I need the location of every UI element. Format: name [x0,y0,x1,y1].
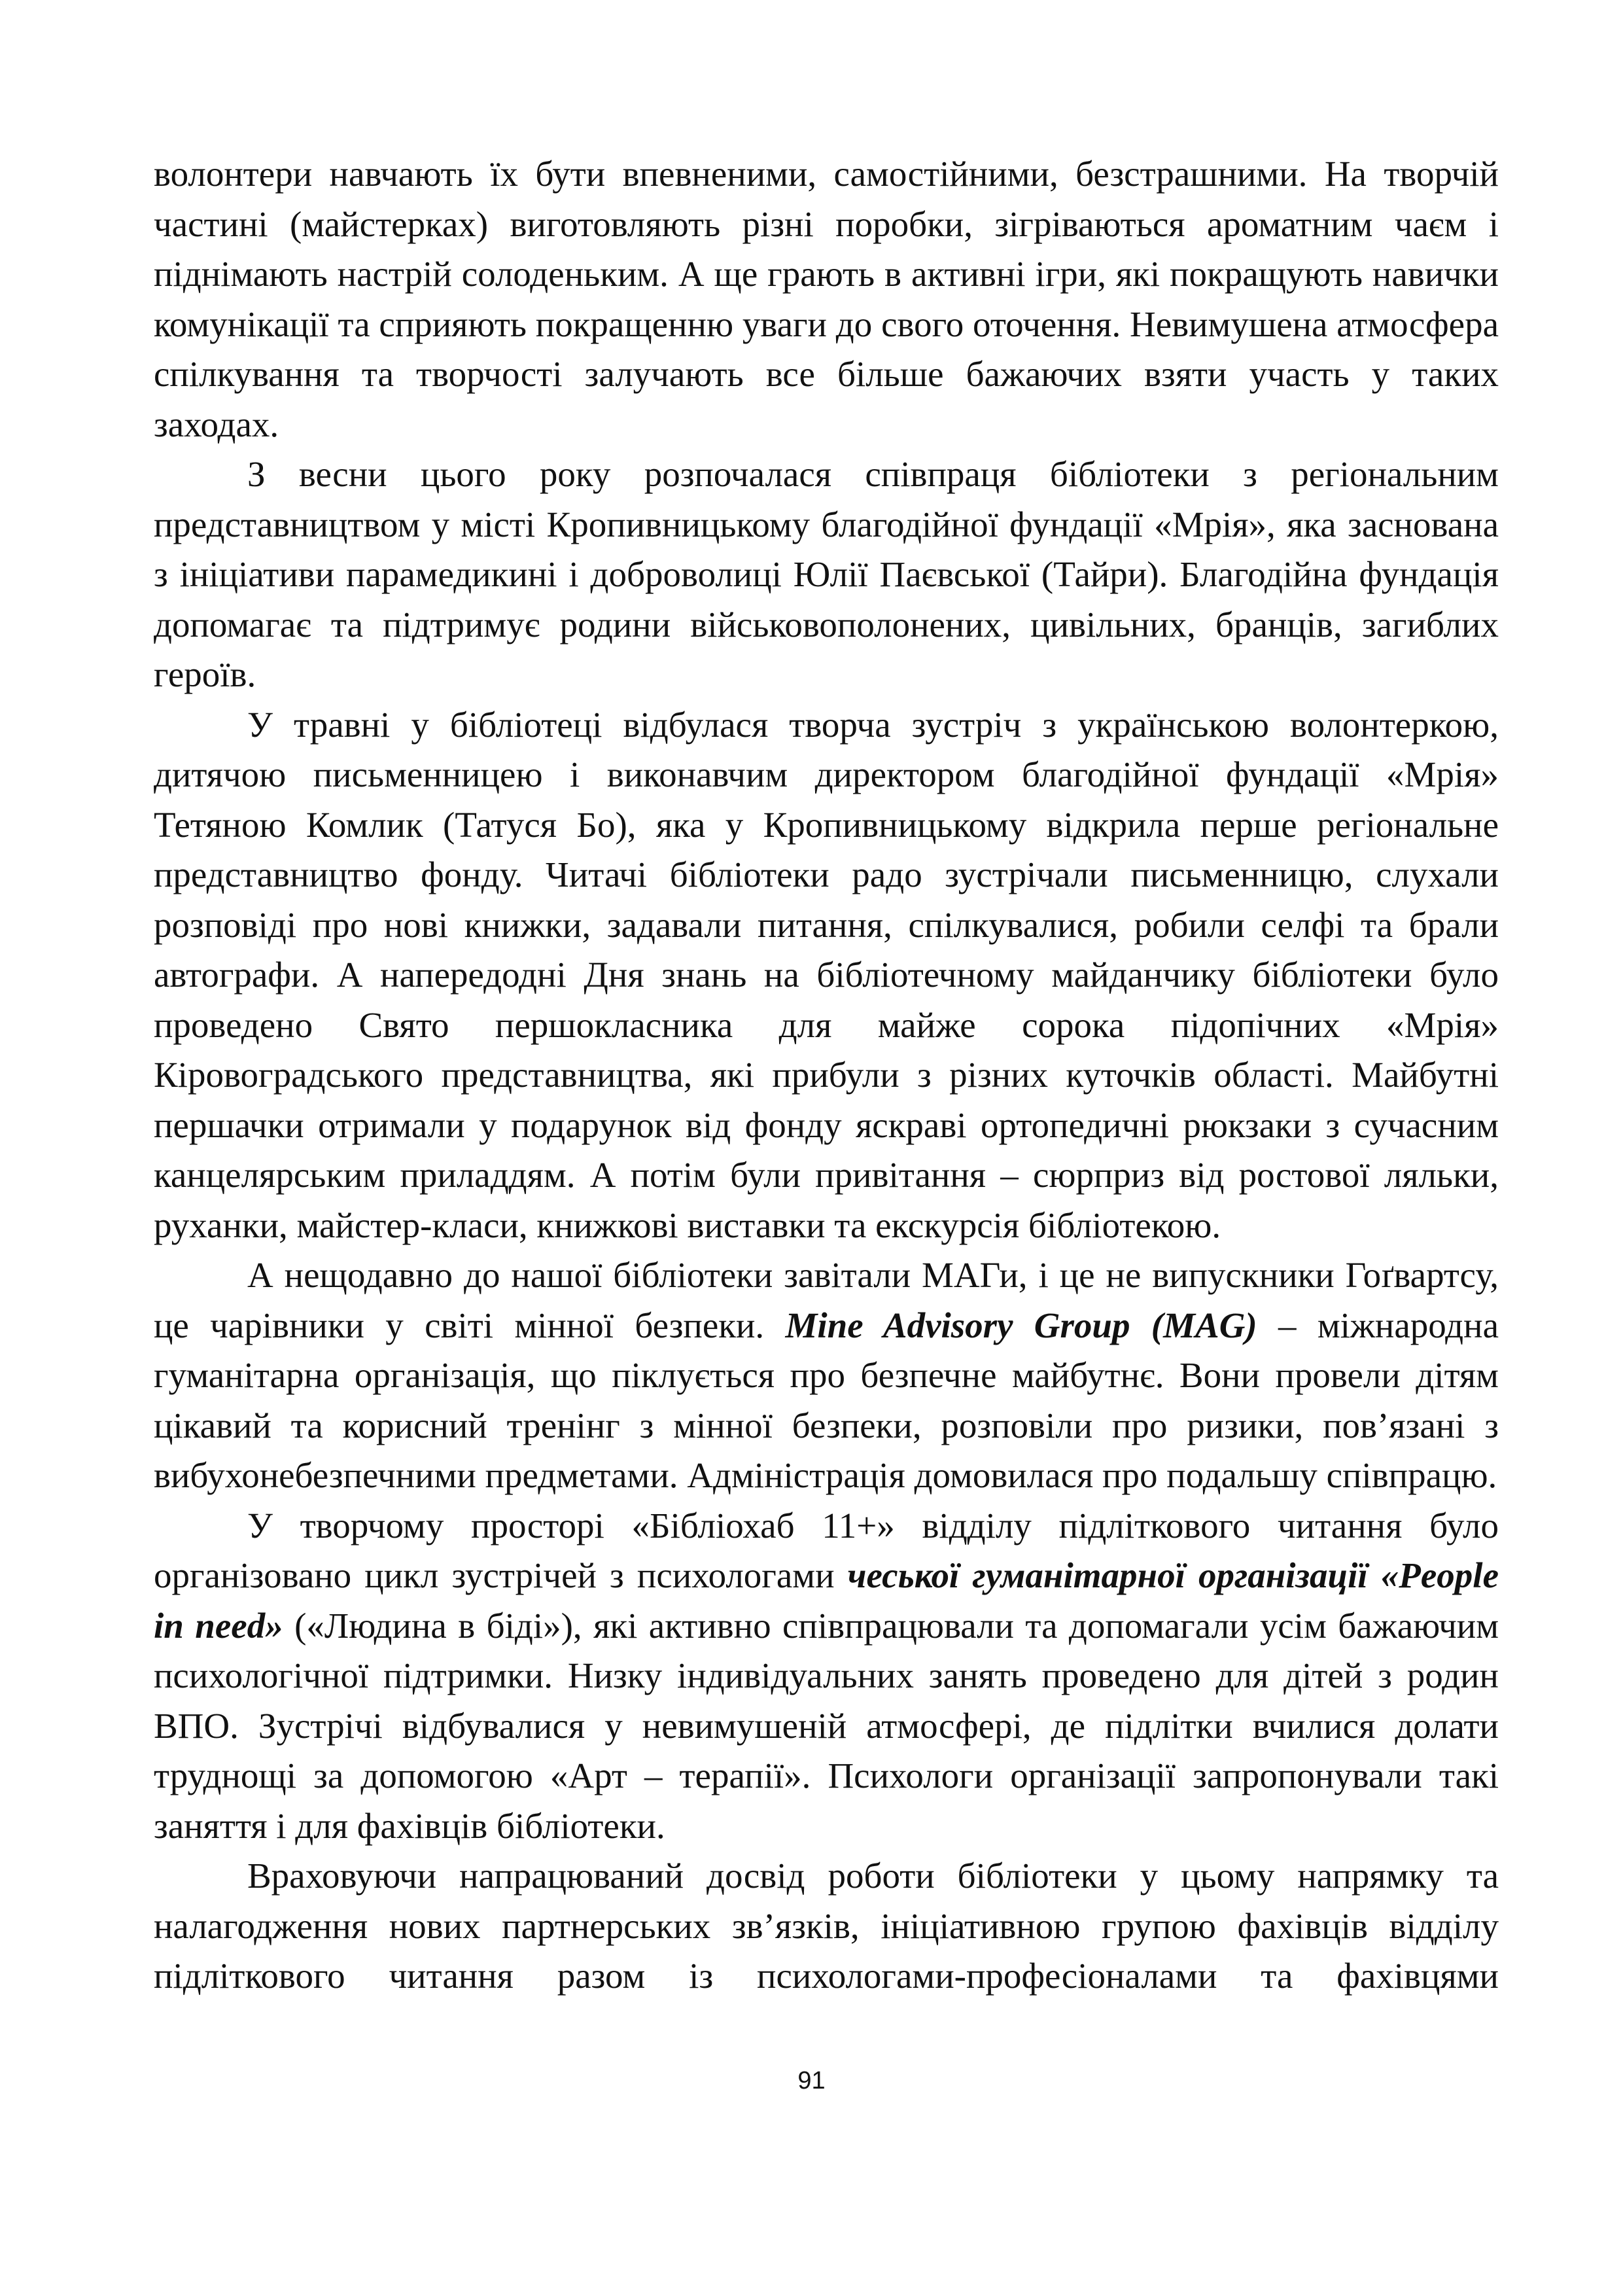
paragraph-mriya-foundation-text: З весни цього року розпочалася співпраця бібліотеки з регіональним представництвом у місті Кропивницькому благодійної фундації «Мрія», яка заснована з ініціативи парамедикині і доброволиці Юлії Паєвської (Тайри). Благодійна фундація допомагає та підтримує родини військовополонених, цивільних, бранців, загиблих героїв. [154,454,1499,694]
paragraph-mriya-foundation [154,450,1499,700]
page-body [154,149,1499,2002]
paragraph-experience-text: Враховуючи напрацюваний досвід роботи бібліотеки у цьому напрямку та налагодження нових партнерських зв’язків, ініціативною групою фахівців відділу підліткового читання разом із психологами-професіоналами та фахівцями [154,1856,1499,1996]
paragraph-volunteers [154,149,1499,450]
paragraph-mag-emphasis: Mine Advisory Group (MAG) [785,1305,1257,1345]
paragraph-writer-meeting-text: У травні у бібліотеці відбулася творча зустріч з українською волонтеркою, дитячою письменницею і виконавчим директором благодійної фундації «Мрія» Тетяною Комлик (Татуся Бо), яка у Кропивницькому відкрила перше регіональне представництво фонду. Читачі бібліотеки радо зустрічали письменницю, слухали розповіді про нові книжки, задавали питання, спілкувалися, робили селфі та брали автографи. А напередодні Дня знань на бібліотечному майданчику бібліотеки було проведено Свято першокласника для майже сорока підопічних «Мрія» Кіровоградського представництва, які прибули з різних куточків області. Майбутні першачки отримали у подарунок від фонду яскраві ортопедичні рюкзаки з сучасним канцелярським приладдям. А потім були привітання – сюрприз від ростової ляльки, руханки, майстер-класи, книжкові виставки та екскурсія бібліотекою. [154,704,1499,1245]
paragraph-mag-after: – міжнародна гуманітарна організація, що піклується про безпечне майбутнє. Вони провели дітям цікавий та корисний тренінг з мінної безпеки, розповіли про ризики, пов’язані з вибухонебезпечними предметами. Адміністрація домовилася про подальшу співпрацю. [154,1305,1499,1495]
paragraph-mag-before: А нещодавно до нашої бібліотеки завітали МАГи, і це не випускники Гоґвартсу, це чарівники у світі мінної безпеки. [154,1255,1499,1345]
paragraph-experience [154,1851,1499,2002]
paragraph-writer-meeting [154,700,1499,1251]
paragraph-people-in-need-after: («Людина в біді»), які активно співпрацювали та допомагали усім бажаючим психологічної підтримки. Низку індивідуальних занять проведено для дітей з родин ВПО. Зустрічі відбувалися у невимушеній атмосфері, де підлітки вчилися долати труднощі за допомогою «Арт – терапії». Психологи організації запропонували такі заняття і для фахівців бібліотеки. [154,1605,1499,1846]
page-number: 91 [797,2067,826,2094]
paragraph-volunteers-text: волонтери навчають їх бути впевненими, самостійними, безстрашними. На творчій частині (майстерках) виготовляють різні поробки, зігріваються ароматним чаєм і піднімають настрій солоденьким. А ще грають в активні ігри, які покращують навички комунікації та сприяють покращенню уваги до свого оточення. Невимушена атмосфера спілкування та творчості залучають все більше бажаючих взяти участь у таких заходах. [154,154,1499,444]
paragraph-people-in-need [154,1501,1499,1852]
paragraph-people-in-need-emphasis: чеської гуманітарної організації «People in need» [154,1555,1499,1646]
paragraph-people-in-need-before: У творчому просторі «Бібліохаб 11+» відділу підліткового читання було організовано цикл зустрічей з психологами [154,1505,1499,1595]
paragraph-mag [154,1250,1499,1501]
